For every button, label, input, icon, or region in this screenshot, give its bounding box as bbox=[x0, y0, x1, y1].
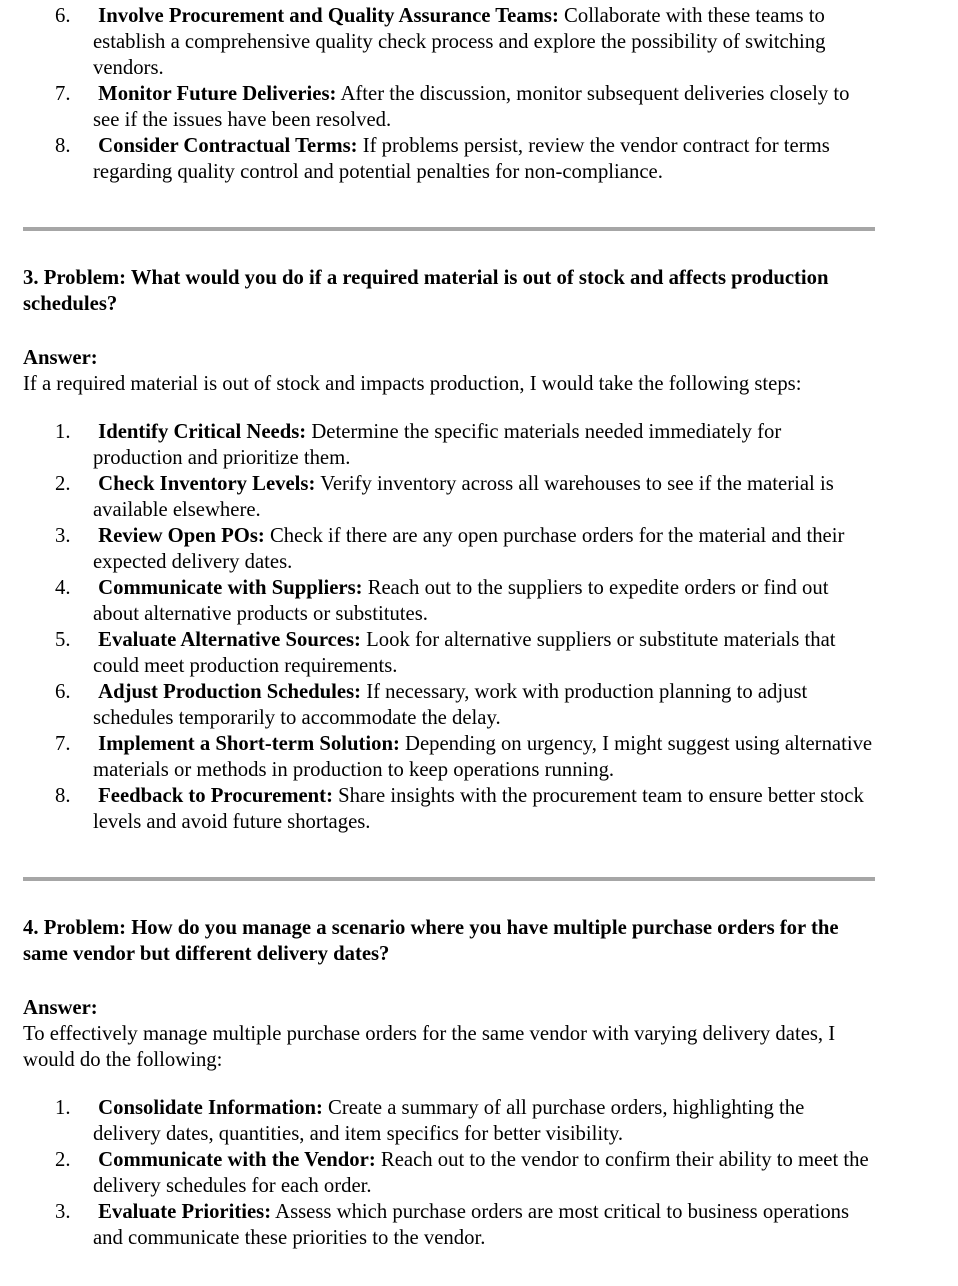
step-label: Adjust Production Schedules: bbox=[98, 681, 362, 703]
step-label: Identify Critical Needs: bbox=[98, 421, 307, 443]
step-label: Feedback to Procurement: bbox=[98, 785, 333, 807]
step-text: Assess which purchase orders are most critical to business operations and communicate these priorities to the vendor. bbox=[93, 1201, 850, 1249]
out-of-stock-steps-list bbox=[23, 419, 875, 835]
answer-label: Answer: bbox=[23, 347, 98, 369]
step-label: Review Open POs: bbox=[98, 525, 265, 547]
step-text: After the discussion, monitor subsequent deliveries closely to see if the issues have been resolved. bbox=[93, 83, 850, 131]
vendor-quality-steps-list bbox=[23, 3, 875, 185]
step-text: Check if there are any open purchase orders for the material and their expected delivery dates. bbox=[93, 525, 845, 573]
problem-3-heading: 3. Problem: What would you do if a required material is out of stock and affects production schedules? bbox=[23, 267, 829, 315]
step-label: Evaluate Priorities: bbox=[98, 1201, 272, 1223]
step-label: Consolidate Information: bbox=[98, 1097, 323, 1119]
answer-intro: If a required material is out of stock and impacts production, I would take the following steps: bbox=[23, 373, 802, 395]
list-item bbox=[93, 783, 875, 835]
list-item bbox=[93, 1147, 875, 1199]
section-divider bbox=[23, 227, 875, 231]
list-item bbox=[93, 1199, 875, 1251]
step-text: Share insights with the procurement team to ensure better stock levels and avoid future shortages. bbox=[93, 785, 864, 833]
answer-intro: To effectively manage multiple purchase orders for the same vendor with varying delivery dates, I would do the following: bbox=[23, 1023, 836, 1071]
step-text: Reach out to the suppliers to expedite orders or find out about alternative products or substitutes. bbox=[93, 577, 829, 625]
step-label: Implement a Short-term Solution: bbox=[98, 733, 400, 755]
step-text: Verify inventory across all warehouses to see if the material is available elsewhere. bbox=[93, 473, 834, 521]
step-label: Communicate with Suppliers: bbox=[98, 577, 363, 599]
step-label: Consider Contractual Terms: bbox=[98, 135, 358, 157]
step-text: If problems persist, review the vendor contract for terms regarding quality control and potential penalties for non-compliance. bbox=[93, 135, 830, 183]
list-item bbox=[93, 523, 875, 575]
list-item bbox=[93, 3, 875, 81]
list-item bbox=[93, 419, 875, 471]
step-text: Collaborate with these teams to establish a comprehensive quality check process and explore the possibility of switching vendors. bbox=[93, 5, 826, 79]
multiple-po-steps-list bbox=[23, 1095, 875, 1251]
step-label: Monitor Future Deliveries: bbox=[98, 83, 337, 105]
answer-label: Answer: bbox=[23, 997, 98, 1019]
step-text: Depending on urgency, I might suggest using alternative materials or methods in production to keep operations running. bbox=[93, 733, 873, 781]
list-item bbox=[93, 575, 875, 627]
step-label: Communicate with the Vendor: bbox=[98, 1149, 376, 1171]
list-item bbox=[93, 1095, 875, 1147]
step-text: Reach out to the vendor to confirm their ability to meet the delivery schedules for each order. bbox=[93, 1149, 869, 1197]
step-text: Create a summary of all purchase orders, highlighting the delivery dates, quantities, and item specifics for better visibility. bbox=[93, 1097, 805, 1145]
problem-4-heading: 4. Problem: How do you manage a scenario where you have multiple purchase orders for the same vendor but different delivery dates? bbox=[23, 917, 839, 965]
step-label: Involve Procurement and Quality Assurance Teams: bbox=[98, 5, 559, 27]
list-item bbox=[93, 471, 875, 523]
step-text: Look for alternative suppliers or substitute materials that could meet production requirements. bbox=[93, 629, 836, 677]
list-item bbox=[93, 627, 875, 679]
problem-3-answer bbox=[23, 345, 875, 397]
list-item bbox=[93, 731, 875, 783]
step-text: Determine the specific materials needed immediately for production and prioritize them. bbox=[93, 421, 782, 469]
step-label: Evaluate Alternative Sources: bbox=[98, 629, 361, 651]
list-item bbox=[93, 133, 875, 185]
step-label: Check Inventory Levels: bbox=[98, 473, 316, 495]
section-divider bbox=[23, 877, 875, 881]
step-text: If necessary, work with production planning to adjust schedules temporarily to accommodate the delay. bbox=[93, 681, 808, 729]
problem-4-answer bbox=[23, 995, 875, 1073]
list-item bbox=[93, 679, 875, 731]
list-item bbox=[93, 81, 875, 133]
